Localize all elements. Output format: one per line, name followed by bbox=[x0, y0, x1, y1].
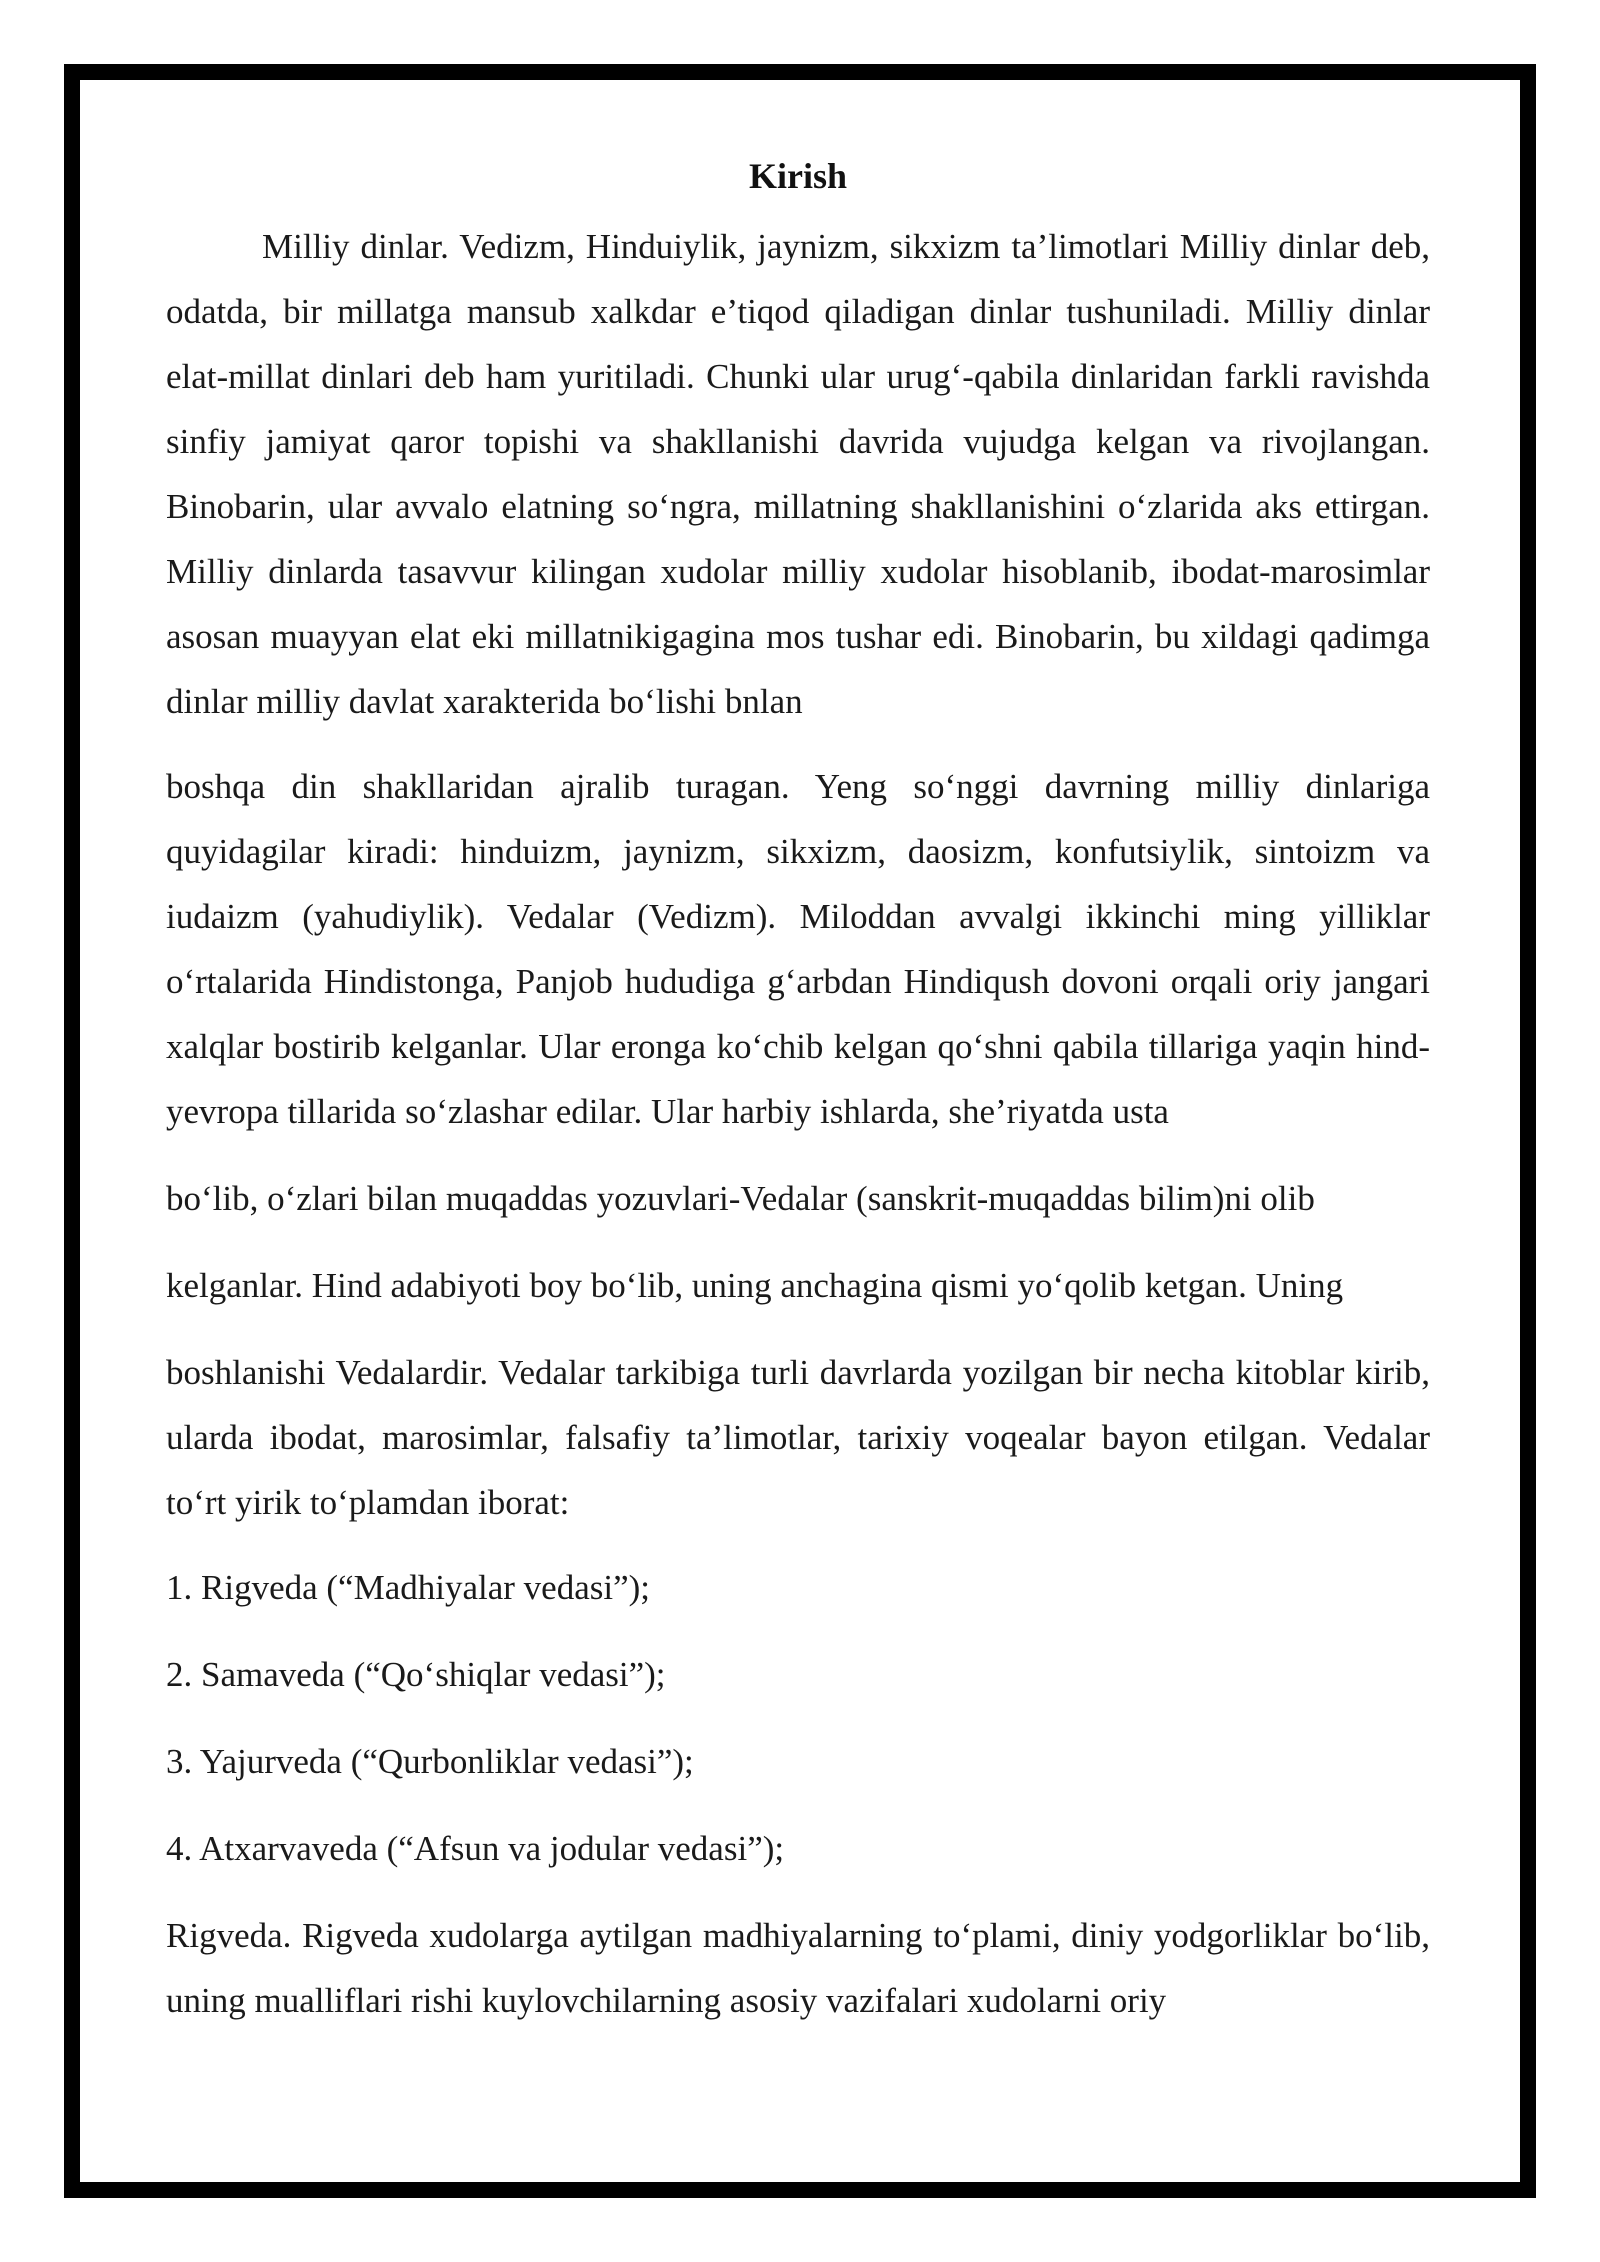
document-body bbox=[166, 148, 1430, 2158]
document-title: Kirish bbox=[748, 156, 847, 196]
paragraph-vedalar-tarkibi: boshlanishi Vedalardir. Vedalar tarkibiga turli davrlarda yozilgan bir necha kitoblar kirib, ularda ibodat, marosimlar, falsafiy ta’limotlar, tarixiy voqealar bayon etilgan. Vedalar to‘rt yirik to‘plamdan iborat: bbox=[166, 1353, 1430, 1522]
veda-list bbox=[166, 1555, 1430, 1881]
paragraph-hind-adabiyoti: kelganlar. Hind adabiyoti boy bo‘lib, uning anchagina qismi yo‘qolib ketgan. Uning bbox=[166, 1266, 1344, 1305]
paragraph-rigveda: Rigveda. Rigveda xudolarga aytilgan madhiyalarning to‘plami, diniy yodgorliklar bo‘lib, uning mualliflari rishi kuylovchilarning asosiy vazifalari xudolarni oriy bbox=[166, 1916, 1430, 2020]
paragraph-milliy-dinlar: Milliy dinlar. Vedizm, Hinduiylik, jaynizm, sikxizm ta’limotlari Milliy dinlar deb, odatda, bir millatga mansub xalkdar e’tiqod qiladigan dinlar tushuniladi. Milliy dinlar elat-millat dinlari deb ham yuritiladi. Chunki ular urug‘-qabila dinlaridan farkli ravishda sinfiy jamiyat qaror topishi va shakllanishi davrida vujudga kelgan va rivojlangan. Binobarin, ular avvalo elatning so‘ngra, millatning shakllanishini o‘zlarida aks ettirgan. Milliy dinlarda tasavvur kilingan xudolar milliy xudolar hisoblanib, ibodat-marosimlar asosan muayyan elat eki millatnikigagina mos tushar edi. Binobarin, bu xildagi qadimga dinlar milliy davlat xarakterida bo‘lishi bnlan bbox=[166, 227, 1430, 721]
list-item: 4. Atxarvaveda (“Afsun va jodular vedasi”); bbox=[166, 1829, 785, 1868]
list-item: 2. Samaveda (“Qo‘shiqlar vedasi”); bbox=[166, 1655, 666, 1694]
list-item: 3. Yajurveda (“Qurbonliklar vedasi”); bbox=[166, 1742, 694, 1781]
list-item: 1. Rigveda (“Madhiyalar vedasi”); bbox=[166, 1568, 650, 1607]
paragraph-boshqa-din: boshqa din shakllaridan ajralib turagan. Yeng so‘nggi davrning milliy dinlariga quyidagilar kiradi: hinduizm, jaynizm, sikxizm, daosizm, konfutsiylik, sintoizm va iudaizm (yahudiylik). Vedalar (Vedizm). Miloddan avvalgi ikkinchi ming yilliklar o‘rtalarida Hindistonga, Panjob hududiga g‘arbdan Hindiqush dovoni orqali oriy jangari xalqlar bostirib kelganlar. Ular eronga ko‘chib kelgan qo‘shni qabila tillariga yaqin hind-yevropa tillarida so‘zlashar edilar. Ular harbiy ishlarda, she’riyatda usta bbox=[166, 767, 1430, 1131]
paragraph-muqaddas-yozuvlar: bo‘lib, o‘zlari bilan muqaddas yozuvlari-Vedalar (sanskrit-muqaddas bilim)ni olib bbox=[166, 1179, 1315, 1218]
